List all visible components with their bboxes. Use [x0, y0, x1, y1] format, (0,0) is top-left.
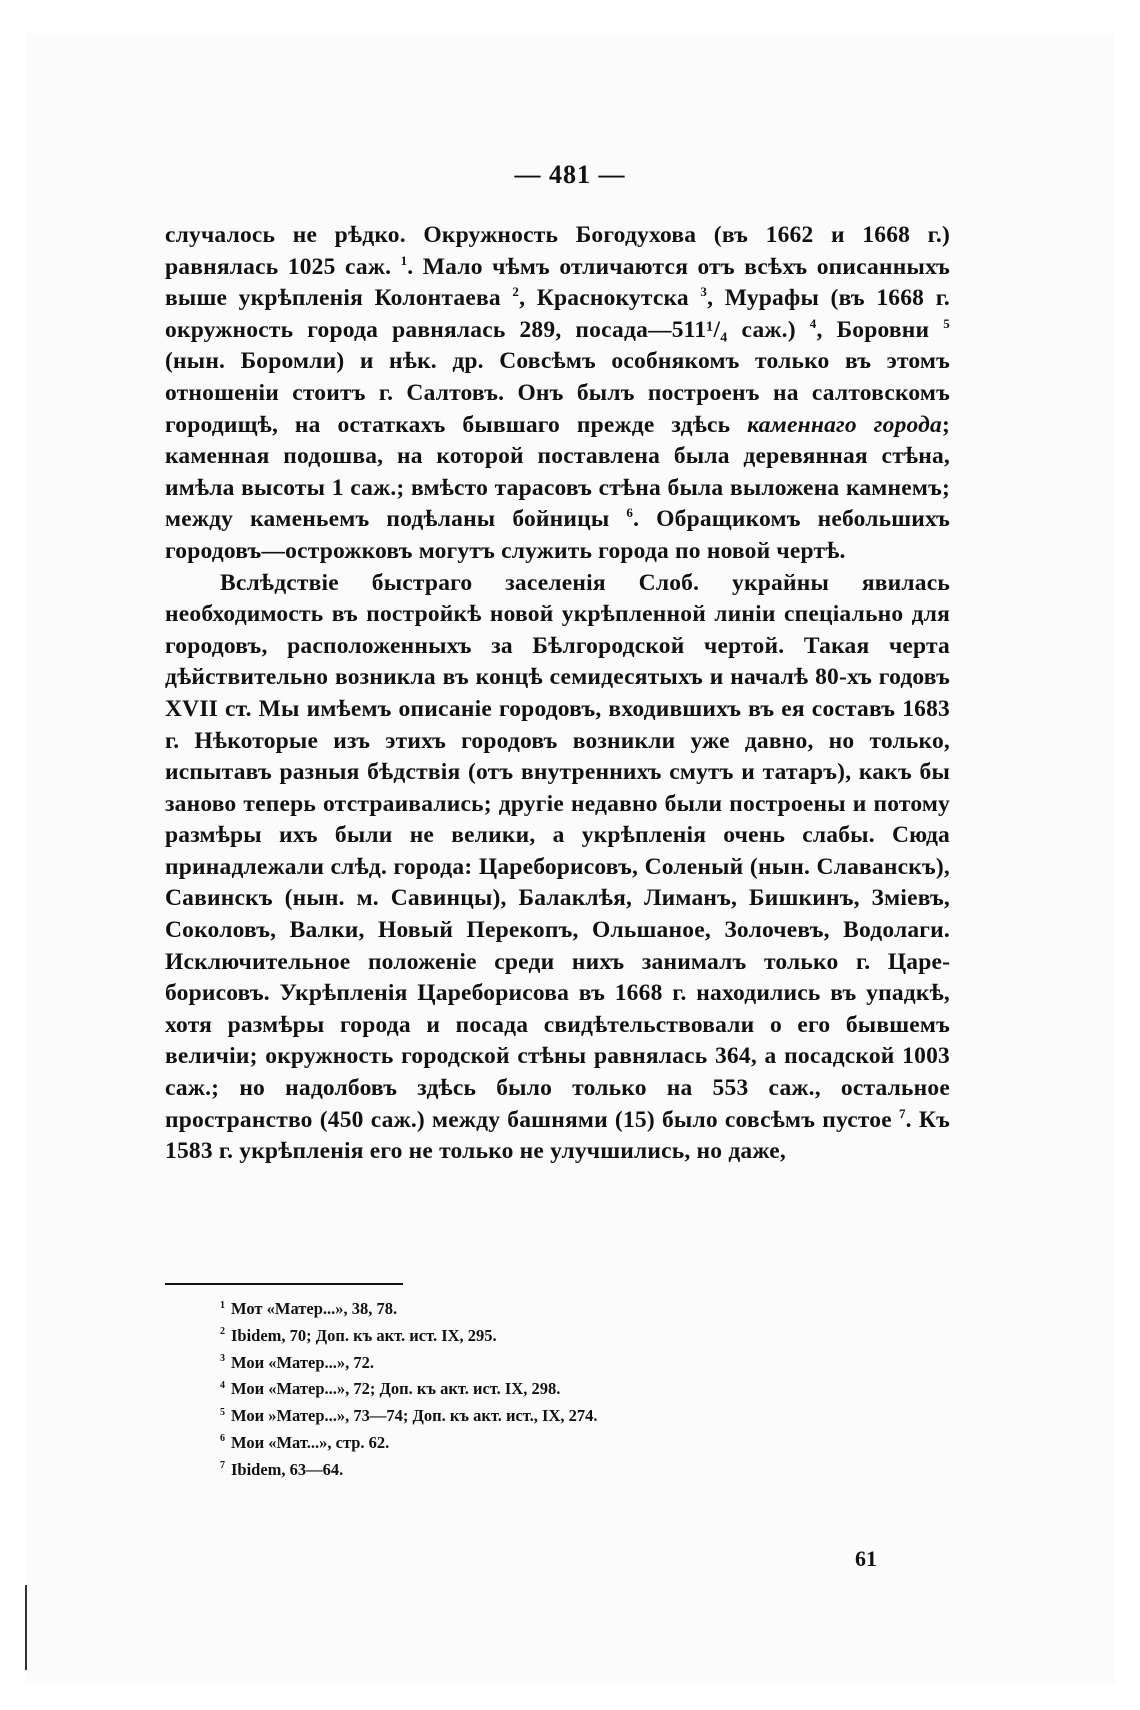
- footnote-text: Мои «Матер...», 72; Доп. къ акт. ист. IX, 298.: [231, 1379, 561, 1399]
- text-run: . Къ 1583 г. укрѣпленія его не только не улучшились, но даже,: [165, 1106, 950, 1165]
- page-number: — 481 —: [514, 160, 626, 189]
- footnote-rule: [165, 1283, 403, 1285]
- footnote-1: [220, 1296, 920, 1323]
- footnote-text: Мои «Матер...», 72.: [231, 1352, 374, 1372]
- footnote-6: [220, 1430, 920, 1457]
- footnote-3: [220, 1350, 920, 1377]
- text-run: , Краснокутска: [519, 285, 701, 312]
- text-run: Вслѣдствіе быстраго заселенія Слоб. украйны явилась необходимость въ постройкѣ новой укрѣпленной линіи спеціально для городовъ, расположенныхъ за Бѣлгородской чертой. Такая черта дѣйствительно возникла въ концѣ семидесятыхъ и началѣ 80-хъ годовъ XVII ст. Мы имѣемъ описаніе городовъ, входившихъ въ ея составъ 1683 г. Нѣкоторые изъ этихъ городовъ возникли уже давно, но только, испытавъ разныя бѣдствія (отъ внутреннихъ смутъ и татаръ), какъ бы заново теперь отстраивались; другіе недавно были построены и потому размѣры ихъ были не велики, а укрѣпленія очень слабы. Сюда принадлежали слѣд. города: Цареборисовъ, Соленый (нын. Славанскъ), Савинскъ (нын. м. Савинцы), Балаклѣя, Лиманъ, Бишкинъ, Зміевъ, Соколовъ, Валки, Новый Перекопъ, Ольшаное, Золочевъ, Водолаги. Исключительное положеніе среди нихъ занималъ только г. Цареборисовъ. Укрѣпленія Цареборисова въ 1668 г. находились въ упадкѣ, хотя размѣры города и посада свидѣтельствовали о его бывшемъ величіи; окружность городской стѣны равнялась 364, а посадской 1003 саж.; но надолбовъ здѣсь было только на 553 саж., остальное пространство (450 саж.) между башнями (15) было совсѣмъ пустое: [165, 569, 950, 1133]
- text-run: . Обращикомъ небольшихъ городовъ—острожковъ могутъ служить города по новой чертѣ.: [165, 506, 950, 564]
- paragraph-2: [165, 568, 950, 1168]
- footnote-7: [220, 1457, 920, 1484]
- footnote-ref: 3: [700, 284, 708, 300]
- body-text: [165, 220, 950, 1168]
- footnote-ref: 2: [512, 284, 520, 300]
- text-run: случалось не рѣдко. Окружность Богодухова (въ 1662 и 1668 г.) равнялась 1025 саж.: [165, 222, 950, 280]
- footnote-text: Ibidem, 70; Доп. къ акт. ист. IX, 295.: [231, 1325, 497, 1345]
- footnote-number: 7: [220, 1460, 225, 1472]
- footnote-ref: 4: [809, 315, 817, 331]
- footnote-text: Ibidem, 63—64.: [231, 1459, 344, 1479]
- paragraph-1: [165, 220, 950, 568]
- footnote-text: Мои »Матер...», 73—74; Доп. къ акт. ист., IX, 274.: [231, 1406, 598, 1426]
- margin-rule: [25, 1585, 27, 1670]
- footnote-number: 3: [220, 1353, 225, 1365]
- footnote-number: 4: [220, 1379, 225, 1391]
- signature-mark: 61: [855, 1546, 877, 1571]
- footnote-number: 6: [220, 1433, 225, 1445]
- footnote-ref: 6: [626, 505, 634, 521]
- footnote-ref: 1: [400, 252, 408, 268]
- text-run: ; каменная подошва, на которой поставлена была деревянная стѣна, имѣла высоты 1 саж.; вмѣсто тарасовъ стѣна была выложена камнемъ; между каменьемъ подѣланы бойницы: [165, 411, 950, 533]
- text-run: , Мурафы (въ 1668 г. окружность города равнялась 289, посада—511¹/₄ саж.): [165, 285, 950, 343]
- footnote-ref: 7: [898, 1105, 906, 1121]
- text-run: , Боровни: [816, 316, 944, 343]
- footnote-text: Мот «Матер...», 38, 78.: [231, 1299, 398, 1318]
- footnote-ref: 5: [943, 315, 950, 331]
- footnote-number: 5: [220, 1406, 225, 1418]
- footnote-text: Мои «Мат...», стр. 62.: [231, 1432, 390, 1452]
- footnote-number: 1: [220, 1299, 225, 1311]
- text-run: (нын. Боромли) и нѣк. др. Совсѣмъ особнякомъ только въ этомъ отношеніи стоитъ г. Салтовъ. Онъ былъ построенъ на салтовскомъ городищѣ, на остаткахъ бывшаго прежде здѣсь: [165, 348, 950, 438]
- italic-phrase: каменнаго города: [747, 411, 942, 438]
- footnotes: [220, 1296, 920, 1484]
- text-run: . Мало чѣмъ отличаются отъ всѣхъ описанныхъ выше укрѣпленія Колонтаева: [165, 253, 950, 312]
- footnote-5: [220, 1403, 920, 1430]
- footnote-number: 2: [220, 1326, 225, 1338]
- footnote-4: [220, 1376, 920, 1403]
- footnote-2: [220, 1323, 920, 1350]
